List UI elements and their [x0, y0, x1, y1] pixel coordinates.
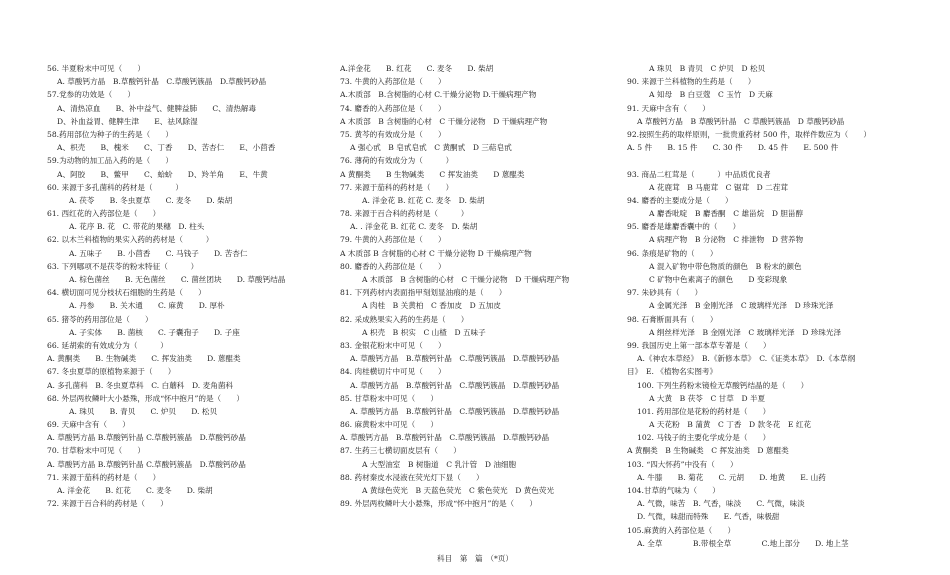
question-line: 84. 肉桂横切片中可见（ ）: [340, 367, 446, 377]
question-line: 80. 麝香的入药部位是（ ）: [340, 261, 446, 271]
question-line: 99. 我国历史上第一部本草专著是（ ）: [627, 340, 771, 350]
question-line: C 矿物中色素离子的颜色 D 变彩现象: [649, 275, 788, 284]
question-line: 82. 采成熟果实入药的生药是（ ）: [340, 314, 469, 324]
question-line: A.《神农本草经》 B.《新修本草》 C.《证类本草》 D.《本草纲: [637, 354, 856, 364]
question-line: A 病理产物 B 分泌物 C 排泄物 D 营养物: [649, 235, 804, 245]
question-line: 94. 麝香的主要成分是（ ）: [627, 195, 733, 205]
question-line: A. 草酸钙方晶 B.草酸钙针晶 C.草酸钙簇晶 D.草酸钙砂晶: [47, 459, 246, 469]
question-line: A. 棕色菌丝 B. 无色菌丝 C. 菌丝团块 D. 草酸钙结晶: [69, 275, 286, 284]
question-line: A、阿胶 B、鳖甲 C、蛤蚧 D、羚羊角 E、牛黄: [57, 169, 268, 179]
question-line: A. 草酸钙方晶 B.草酸钙针晶 C.草酸钙簇晶 D.草酸钙砂晶: [350, 380, 560, 390]
question-line: 73. 牛黄的入药部位是（ ）: [340, 77, 446, 87]
question-line: A 黄酮类 B 生物碱类 C 挥发油类 D 蒽醌类: [627, 446, 789, 456]
question-line: A 珠贝 B 青贝 C 炉贝 D 松贝: [649, 64, 766, 73]
question-line: 93. 商品二杠茸是（ ）中品质优良者: [627, 169, 771, 179]
question-line: A. 洋金花 B. 红花 C. 麦冬 D. 柴胡: [57, 486, 213, 495]
question-line: A. 草酸钙方晶 B.草酸钙针晶 C.草酸钙簇晶 D.草酸钙砂晶: [350, 406, 560, 416]
question-line: 92.按照生药的取样原则，一批贵重药材 500 件，取样件数应为（ ）: [627, 129, 872, 139]
question-line: 90. 来源于兰科植物的生药是（ ）: [627, 77, 756, 87]
question-line: 66. 延胡索的有效成分为（ ）: [47, 340, 168, 350]
question-line: 89. 外层两枚鳞叶大小悬殊，形成“怀中抱月”的是（ ）: [340, 499, 537, 509]
question-line: 64. 横切面可见分枝状石细胞的生药是（ ）: [47, 288, 206, 298]
question-line: 78. 来源于百合科的药材是（ ）: [340, 209, 469, 219]
question-line: 70. 甘草粉末中可见（ ）: [47, 446, 146, 456]
question-line: 62. 以木兰科植物的果实入药的药材是（ ）: [47, 235, 214, 245]
question-line: A. 草酸钙方晶 B.草酸钙针晶 C.草酸钙簇晶 D.草酸钙砂晶: [350, 354, 560, 364]
question-line: 105.麻黄的入药部位是（ ）: [627, 525, 736, 535]
question-line: 67. 冬虫夏草的原植物来源于（ ）: [47, 367, 176, 377]
question-line: 63. 下列哪项不是茯苓的粉末特征（ ）: [47, 261, 199, 271]
question-line: D. 气微，味甜而特殊 E. 气香，味极甜: [637, 512, 780, 522]
question-line: 60. 来源于多孔菌科的药材是（ ）: [47, 182, 183, 192]
question-line: A 知母 B 白豆蔻 C 玉竹 D 天麻: [649, 90, 773, 100]
question-line: A 花鹿茸 B 马鹿茸 C 锯茸 D 二茬茸: [649, 182, 788, 192]
question-line: 71. 来源于茄科的药材是（ ）: [47, 472, 161, 482]
question-line: A 强心甙 B 皂甙皂甙 C 黄酮甙 D 三萜皂甙: [350, 143, 512, 153]
question-line: 56. 半夏粉末中可见（ ）: [47, 64, 146, 73]
question-line: A.木质部 B.含树脂的心材 C.干燥分泌物 D.干燥病理产物: [340, 90, 537, 100]
question-line: 69. 天麻中含有（ ）: [47, 420, 130, 430]
question-line: 74. 麝香的入药部位是（ ）: [340, 103, 446, 113]
question-line: 101. 药用部位是花粉的药材是（ ）: [637, 406, 771, 416]
question-line: 100. 下列生药粉末镜检无草酸钙结晶的是（ ）: [637, 380, 809, 390]
question-line: A. 多孔菌科 B. 冬虫夏草科 C. 白蘑科 D. 麦角菌科: [47, 380, 234, 390]
question-line: 98. 石膏断面具有（ ）: [627, 314, 718, 324]
question-line: A 肉桂 B 关黄柏 C 香加皮 D 五加皮: [362, 301, 501, 311]
question-line: 58.药用部位为种子的生药是（ ）: [47, 129, 173, 139]
question-line: A. 气微，味苦 B. 气香，味淡 C. 气微，味淡: [637, 499, 805, 509]
question-line: 77. 来源于茄科的药材是（ ）: [340, 182, 454, 192]
question-line: 68. 外层两枚鳞叶大小悬殊，形成“怀中抱月”的是（ ）: [47, 393, 244, 403]
question-line: A 木质部 B 含树脂的心材 C 干燥分泌物 D 干燥病理产物: [362, 275, 570, 284]
question-line: A 黄酮类 B 生物碱类 C 挥发油类 D 蒽醌类: [340, 169, 525, 179]
question-line: A、枳壳 B、槐米 C、丁香 D、苦杏仁 E、小茴香: [57, 143, 276, 153]
question-line: A. . 洋金花 B. 红花 C. 麦冬 D. 柴胡: [350, 222, 478, 232]
question-line: A. 洋金花 B. 红花 C. 麦冬 D. 柴胡: [362, 195, 485, 205]
question-line: A. 子实体 B. 菌核 C. 子囊孢子 D. 子座: [69, 327, 240, 337]
question-line: A. 牛膝 B. 菊花 C. 元胡 D. 地黄 E. 山药: [637, 472, 826, 482]
question-line: 88. 药材秦皮水浸液在荧光灯下显（ ）: [340, 472, 484, 482]
question-line: A 绢丝样光泽 B 金刚光泽 C 玻璃样光泽 D 珍珠光泽: [649, 327, 842, 337]
question-line: 目》 E. 《植物名实图考》: [627, 367, 718, 377]
question-column-left: [47, 62, 332, 510]
question-line: 102. 马钱子的主要化学成分是（ ）: [637, 433, 771, 443]
question-line: A. 五味子 B. 小茴香 C. 马钱子 D. 苦杏仁: [69, 248, 248, 258]
question-line: A 大黄 B 茯苓 C 甘草 D 半夏: [649, 393, 766, 403]
question-line: 95. 麝香是雄麝香囊中的（ ）: [627, 222, 741, 232]
question-line: A 木质部 B 含树脂的心材 C 干燥分泌物 D 干燥病理产物: [340, 116, 548, 126]
question-line: A. 草酸钙方晶 B.草酸钙针晶 C.草酸钙簇晶 D.草酸钙砂晶: [47, 433, 246, 443]
question-line: 57.党参的功效是（ ）: [47, 90, 136, 100]
question-line: 85. 甘草粉末中可见（ ）: [340, 393, 439, 403]
question-line: 103. “四大怀药”中没有（ ）: [627, 459, 738, 469]
question-line: 91. 天麻中含有（ ）: [627, 103, 710, 113]
question-line: 65. 猪苓的药用部位是（ ）: [47, 314, 153, 324]
question-line: A. 丹参 B. 关木通 C. 麻黄 D. 厚朴: [69, 301, 225, 311]
question-line: A. 黄酮类 B. 生物碱类 C. 挥发油类 D. 蒽醌类: [47, 354, 241, 364]
question-line: A. 5 件 B. 15 件 C. 30 件 D. 45 件 E. 500 件: [627, 143, 839, 153]
question-line: A. 花序 B. 花 C. 带花的果穗 D. 柱头: [69, 222, 205, 232]
question-line: A 草酸钙方晶 B 草酸钙针晶 C 草酸钙簇晶 D 草酸钙砂晶: [637, 116, 845, 126]
question-line: 81. 下列药材内表面指甲刻划显油痕的是（ ）: [340, 288, 507, 298]
question-line: A 天花粉 B 蒲黄 C 丁香 D 款冬花 E 红花: [649, 420, 812, 430]
question-line: 75. 黄芩的有效成分是（ ）: [340, 129, 446, 139]
question-line: A. 草酸钙方晶 B.草酸钙针晶 C.草酸钙簇晶 D.草酸钙砂晶: [340, 433, 550, 443]
question-line: A 麝香吡啶 B 麝香酮 C 雄甾烷 D 胆甾醇: [649, 209, 804, 219]
question-line: 97. 朱砂具有（ ）: [627, 288, 703, 298]
question-line: A 黄绿色荧光 B 天蓝色荧光 C 紫色荧光 D 黄色荧光: [362, 486, 555, 495]
question-line: 76. 薄荷的有效成分为（ ）: [340, 156, 454, 166]
question-line: A. 全草 B.带根全草 C.地上部分 D. 地上茎: [637, 538, 849, 548]
question-line: A 混入矿物中带色物质的颜色 B 粉末的颜色: [649, 261, 802, 271]
question-line: 72. 来源于百合科的药材是（ ）: [47, 499, 168, 509]
question-line: A 枳壳 B 枳实 C 山楂 D 五味子: [362, 327, 486, 337]
question-line: A、清热凉血 B、补中益气、健脾益肺 C、清热解毒: [57, 103, 257, 113]
question-line: A 大型油室 B 树脂道 C 乳汁管 D 油细胞: [362, 459, 517, 469]
question-line: 59.为动物的加工品入药的是（ ）: [47, 156, 173, 166]
question-line: A 金属光泽 B 金刚光泽 C 玻璃样光泽 D 珍珠光泽: [649, 301, 834, 311]
question-column-middle: [340, 62, 625, 510]
question-line: 79. 牛黄的入药部位是（ ）: [340, 235, 446, 245]
question-line: 104.甘草的气味为（ ）: [627, 486, 720, 495]
question-line: A. 珠贝 B. 青贝 C. 炉贝 D. 松贝: [69, 406, 218, 416]
question-line: [627, 154, 917, 167]
question-line: A. 草酸钙方晶 B.草酸钙针晶 C.草酸钙簇晶 D.草酸钙砂晶: [57, 77, 267, 87]
question-line: A.洋金花 B. 红花 C. 麦冬 D. 柴胡: [340, 64, 494, 73]
question-line: A. 茯苓 B. 冬虫夏草 C. 麦冬 D. 柴胡: [69, 195, 233, 205]
question-line: 96. 条痕是矿物的（ ）: [627, 248, 718, 258]
question-line: 86. 麻黄粉末中可见（ ）: [340, 420, 439, 430]
question-line: 87. 生药三七横切面皮层有（ ）: [340, 446, 461, 456]
question-column-right: [627, 62, 917, 550]
question-line: D、补血益胃、健脾生津 E、祛风除湿: [57, 116, 198, 126]
page-footer: 科目 第 篇 （*页）: [437, 554, 513, 563]
question-line: 61. 西红花的入药部位是（ ）: [47, 209, 161, 219]
question-line: 83. 金银花粉末中可见（ ）: [340, 340, 446, 350]
question-line: A 木质部 B 含树脂的心材 C 干燥分泌物 D 干燥病理产物: [340, 248, 532, 258]
